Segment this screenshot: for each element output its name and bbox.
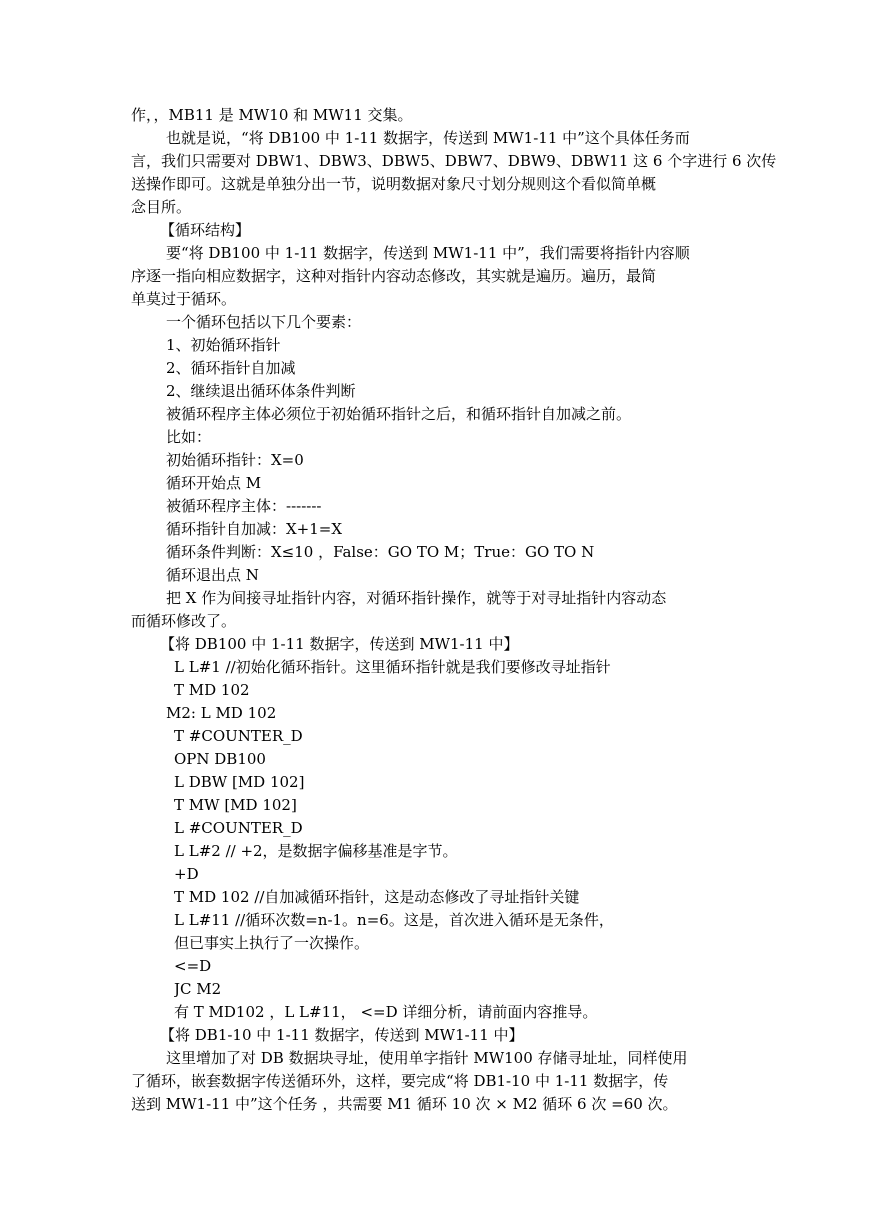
text-line: 也就是说，“将 DB100 中 1-11 数据字，传送到 MW1-11 中”这个具体任务而: [166, 129, 690, 147]
list-item: 1、初始循环指针: [166, 336, 281, 354]
code-line: JC M2: [174, 980, 222, 998]
text-line: 了循环，嵌套数据字传送循环外，这样，要完成“将 DB1-10 中 1-11 数据字，传: [131, 1072, 669, 1090]
text-line: 这里增加了对 DB 数据块寻址，使用单字指针 MW100 存储寻址址，同样使用: [166, 1049, 688, 1067]
text-line: 序逐一指向相应数据字，这种对指针内容动态修改，其实就是遍历。遍历，最简: [131, 267, 657, 285]
text-line: 送操作即可。这就是单独分出一节，说明数据对象尺寸划分规则这个看似简单概: [131, 175, 657, 193]
code-line: L L#11 //循环次数=n-1。n=6。这是，首次进入循环是无条件，: [174, 911, 614, 929]
list-item: 2、继续退出循环体条件判断: [166, 382, 356, 400]
text-line: 有 T MD102 ，L L#11， <=D 详细分析，请前面内容推导。: [174, 1003, 598, 1021]
code-line: M2: L MD 102: [166, 704, 277, 722]
text-line: 要“将 DB100 中 1-11 数据字，传送到 MW1-11 中”，我们需要将指针内容顺: [166, 244, 690, 262]
code-line: 但已事实上执行了一次操作。: [174, 934, 370, 952]
text-line: 念目所。: [131, 198, 192, 216]
section-heading: 【将 DB1-10 中 1-11 数据字，传送到 MW1-11 中】: [160, 1026, 524, 1044]
text-line: 初始循环指针：X=0: [166, 451, 304, 469]
code-line: T #COUNTER_D: [174, 727, 303, 745]
section-heading: 【循环结构】: [160, 221, 251, 239]
list-item: 2、循环指针自加减: [166, 359, 296, 377]
code-line: L L#2 // +2，是数据字偏移基准是字节。: [174, 842, 458, 860]
section-heading: 【将 DB100 中 1-11 数据字，传送到 MW1-11 中】: [160, 635, 519, 653]
code-line: T MD 102 //自加减循环指针，这是动态修改了寻址指针关键: [174, 888, 580, 906]
text-line: 循环指针自加减：X+1=X: [166, 520, 343, 538]
code-line: T MW [MD 102]: [174, 796, 297, 814]
text-line: 循环退出点 N: [166, 566, 259, 584]
code-line: +D: [174, 865, 199, 883]
code-line: L #COUNTER_D: [174, 819, 303, 837]
text-line: 把 X 作为间接寻址指针内容，对循环指针操作，就等于对寻址指针内容动态: [166, 589, 667, 607]
code-line: OPN DB100: [174, 750, 266, 768]
code-line: L DBW [MD 102]: [174, 773, 305, 791]
code-line: <=D: [174, 957, 212, 975]
text-line: 作，，MB11 是 MW10 和 MW11 交集。: [131, 106, 413, 124]
text-line: 被循环程序主体：-------: [166, 497, 322, 515]
text-line: 单莫过于循环。: [131, 290, 237, 308]
code-line: T MD 102: [174, 681, 250, 699]
text-line: 循环条件判断：X≤10 ，False：GO TO M；True：GO TO N: [166, 543, 595, 561]
text-line: 言，我们只需要对 DBW1、DBW3、DBW5、DBW7、DBW9、DBW11 这 6 个字进行 6 次传: [131, 152, 777, 170]
text-line: 而循环修改了。: [131, 612, 237, 630]
text-line: 被循环程序主体必须位于初始循环指针之后，和循环指针自加减之前。: [166, 405, 632, 423]
text-line: 循环开始点 M: [166, 474, 262, 492]
text-line: 送到 MW1-11 中”这个任务 ，共需要 M1 循环 10 次 × M2 循环 6 次 =60 次。: [131, 1095, 678, 1113]
code-line: L L#1 //初始化循环指针。这里循环指针就是我们要修改寻址指针: [174, 658, 611, 676]
text-line: 一个循环包括以下几个要素：: [166, 313, 362, 331]
text-line: 比如：: [166, 428, 212, 446]
